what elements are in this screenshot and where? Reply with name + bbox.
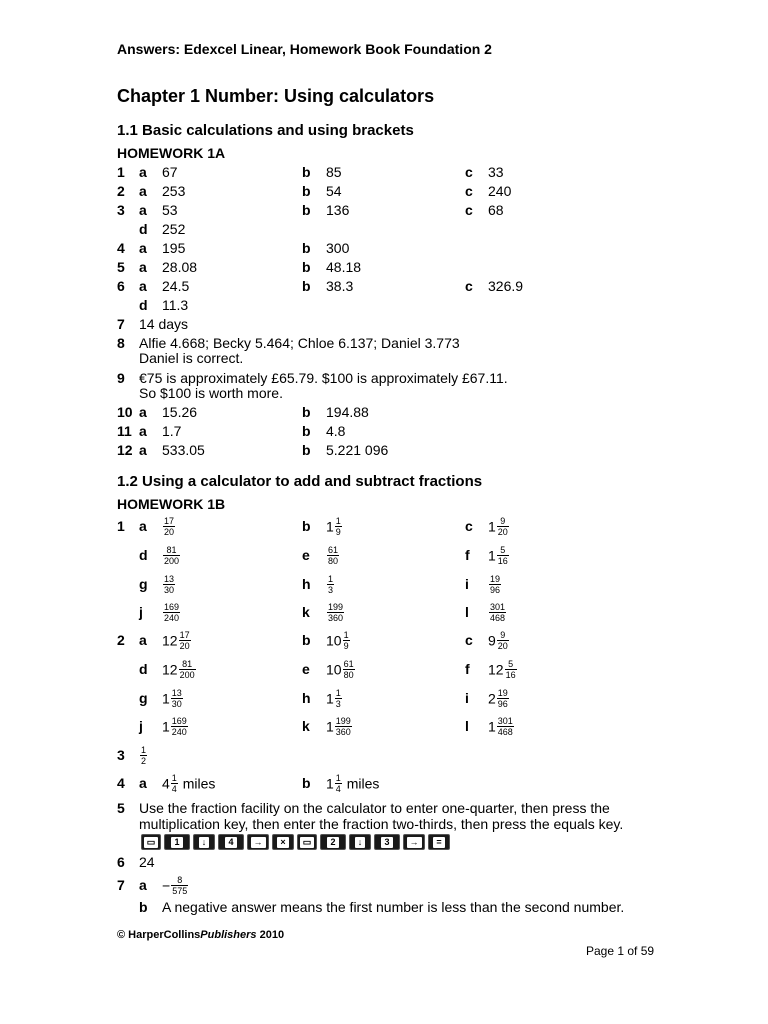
copyright-footer: © HarperCollinsPublishers 2010 [117, 929, 285, 941]
answer-row-6d: d 11.3 [139, 297, 189, 313]
fraction-row-1d: d $\frac{81}{200}$ e $\frac{61}{80}$ f 1 $\frac{5}{16}$ [139, 545, 508, 566]
answer-row-11: 11 a 1.7 b 4.8 [117, 423, 346, 439]
fraction-row-2j: j 1 $\frac{169}{240}$ k 1 $\frac{199}{360}$ l 1 $\frac{301}{468}$ [139, 716, 513, 737]
equals-key-icon: = [428, 834, 450, 850]
fraction-row-3: 3 $\frac{1}{2}$ [117, 745, 147, 766]
answer-row-2: 2 a 253 b 54 c 240 [117, 183, 512, 199]
fraction-key-icon: ▭ [297, 834, 317, 850]
key-1-icon: 1 [164, 834, 190, 850]
answer-row-b5: 5 Use the fraction facility on the calculator to enter one-quarter, then press the [117, 800, 610, 816]
answer-row-9: 9 €75 is approximately £65.79. $100 is approximately £67.11. [117, 370, 508, 386]
key-4-icon: 4 [218, 834, 244, 850]
answer-row-12: 12 a 533.05 b 5.221 096 [117, 442, 389, 458]
answer-row-8-line2: Daniel is correct. [139, 350, 244, 366]
fraction-key-icon: ▭ [141, 834, 161, 850]
fraction-row-1j: j $\frac{169}{240}$ k $\frac{199}{360}$ l $\frac{301}{468}$ [139, 602, 506, 623]
answer-row-b6: 6 24 [117, 854, 155, 870]
section-title-1-1: 1.1 Basic calculations and using brackets [117, 122, 414, 139]
key-2-icon: 2 [320, 834, 346, 850]
fraction-row-2g: g 1 $\frac{13}{30}$ h 1 $\frac{1}{3}$ i 2 $\frac{19}{96}$ [139, 688, 508, 709]
chapter-title: Chapter 1 Number: Using calculators [117, 86, 435, 106]
document-header: Answers: Edexcel Linear, Homework Book Foundation 2 [117, 41, 492, 57]
fraction-row-7: 7 a − $\frac{8}{575}$ [117, 875, 188, 896]
fraction-row-4: 4 a 4 $\frac{1}{4}$ miles b 1 $\frac{1}{4}$ miles [117, 773, 380, 794]
right-arrow-key-icon: → [403, 834, 425, 850]
answer-row-4: 4 a 195 b 300 [117, 240, 350, 256]
answer-row-6: 6 a 24.5 b 38.3 c 326.9 [117, 278, 524, 294]
page-number: Page 1 of 59 [586, 944, 655, 958]
fraction-row-1a: 1 a $\frac{17}{20}$ b 1 $\frac{1}{9}$ c 1 $\frac{9}{20}$ [117, 516, 508, 537]
fraction-row-1g: g $\frac{13}{30}$ h $\frac{1}{3}$ i $\frac{19}{96}$ [139, 574, 501, 595]
answer-row-5: 5 a 28.08 b 48.18 [117, 259, 362, 275]
down-arrow-key-icon: ↓ [349, 834, 371, 850]
multiply-key-icon: × [272, 834, 294, 850]
answer-row-b5-line2: multiplication key, then enter the fraction two-thirds, then press the equals key. [139, 816, 624, 832]
answer-row-1: 1 a 67 b 85 c 33 [117, 164, 504, 180]
homework-1a-heading: HOMEWORK 1A [117, 145, 226, 161]
down-arrow-key-icon: ↓ [193, 834, 215, 850]
answer-row-3: 3 a 53 b 136 c 68 [117, 202, 504, 218]
right-arrow-key-icon: → [247, 834, 269, 850]
homework-1b-heading: HOMEWORK 1B [117, 496, 226, 512]
answer-row-3d: d 252 [139, 221, 186, 237]
section-title-1-2: 1.2 Using a calculator to add and subtract fractions [117, 473, 483, 490]
answer-row-7: 7 14 days [117, 316, 189, 332]
answer-row-9-line2: So $100 is worth more. [139, 385, 283, 401]
answer-row-8: 8 Alfie 4.668; Becky 5.464; Chloe 6.137; Daniel 3.773 [117, 335, 460, 351]
answer-row-b7b: b A negative answer means the first number is less than the second number. [139, 899, 625, 915]
answer-row-10: 10 a 15.26 b 194.88 [117, 404, 369, 420]
calculator-key-sequence [141, 834, 450, 850]
fraction-row-2a: 2 a 12 $\frac{17}{20}$ b 10 $\frac{1}{9}$ c 9 $\frac{9}{20}$ [117, 630, 508, 651]
fraction-row-2d: d 12 $\frac{81}{200}$ e 10 $\frac{61}{80}$ f 12 $\frac{5}{16}$ [139, 659, 516, 680]
key-3-icon: 3 [374, 834, 400, 850]
